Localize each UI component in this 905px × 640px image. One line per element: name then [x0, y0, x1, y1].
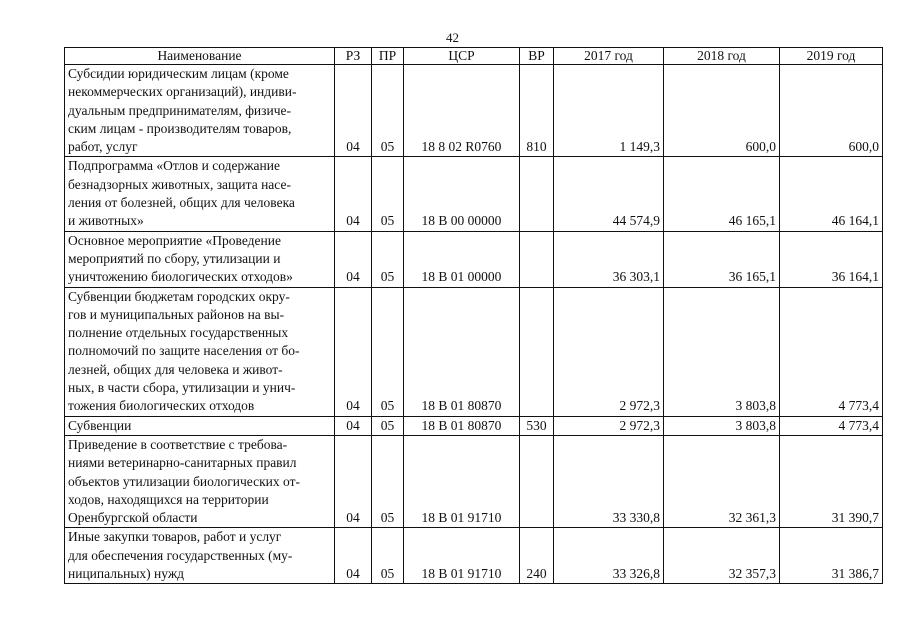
cell-name: [65, 231, 335, 287]
budget-table: [64, 47, 883, 584]
header-rz: РЗ: [335, 48, 372, 65]
name-line: Иные закупки товаров, работ и услуг: [68, 529, 282, 545]
name-line: объектов утилизации биологических от-: [68, 473, 300, 489]
header-row: [65, 48, 883, 65]
cell-pr: 05: [372, 65, 404, 157]
name-line: ским лицам - производителям товаров,: [68, 120, 292, 136]
name-line: ниципальных) нужд: [68, 566, 185, 582]
table-row: [65, 287, 883, 416]
cell-2019: 46 164,1: [780, 157, 883, 231]
header-vr: ВР: [520, 48, 554, 65]
table-row: [65, 157, 883, 231]
table-row: [65, 416, 883, 435]
cell-2017: 33 330,8: [554, 435, 664, 527]
name-line: Оренбургской области: [68, 510, 198, 526]
name-line: мероприятий по сбору, утилизации и: [68, 250, 281, 266]
cell-pr: 05: [372, 231, 404, 287]
name-line: для обеспечения государственных (му-: [68, 547, 293, 563]
cell-name: [65, 65, 335, 157]
header-pr: ПР: [372, 48, 404, 65]
cell-pr: 05: [372, 528, 404, 584]
cell-name: [65, 416, 335, 435]
cell-2018: 32 361,3: [664, 435, 780, 527]
name-line: Приведение в соответствие с требова-: [68, 436, 288, 452]
cell-rz: 04: [335, 435, 372, 527]
header-2017: 2017 год: [554, 48, 664, 65]
name-line: Подпрограмма «Отлов и содержание: [68, 158, 280, 174]
cell-2017: 33 326,8: [554, 528, 664, 584]
table-body: [65, 65, 883, 584]
cell-vr: 240: [520, 528, 554, 584]
name-line: ления от болезней, общих для человека: [68, 195, 295, 211]
cell-rz: 04: [335, 528, 372, 584]
name-line: ных, в части сбора, утилизации и унич-: [68, 380, 296, 396]
cell-2017: 36 303,1: [554, 231, 664, 287]
cell-vr: 810: [520, 65, 554, 157]
cell-name: [65, 287, 335, 416]
cell-csr: 18 В 01 91710: [404, 435, 520, 527]
cell-vr: [520, 435, 554, 527]
name-line: Основное мероприятие «Проведение: [68, 232, 281, 248]
cell-2019: 4 773,4: [780, 287, 883, 416]
cell-rz: 04: [335, 287, 372, 416]
name-line: дуальным предпринимателям, физиче-: [68, 102, 291, 118]
cell-2017: 1 149,3: [554, 65, 664, 157]
name-line: Субвенции: [68, 417, 132, 433]
cell-csr: 18 В 01 80870: [404, 287, 520, 416]
table-row: [65, 65, 883, 157]
cell-name: [65, 528, 335, 584]
table-row: [65, 528, 883, 584]
name-line: и животных»: [68, 213, 144, 229]
name-line: ходов, находящихся на территории: [68, 491, 269, 507]
cell-2018: 36 165,1: [664, 231, 780, 287]
cell-vr: [520, 231, 554, 287]
name-line: безнадзорных животных, защита насе-: [68, 176, 291, 192]
cell-rz: 04: [335, 65, 372, 157]
name-line: некоммерческих организаций), индиви-: [68, 84, 297, 100]
cell-rz: 04: [335, 157, 372, 231]
cell-2017: 44 574,9: [554, 157, 664, 231]
cell-pr: 05: [372, 435, 404, 527]
cell-name: [65, 157, 335, 231]
cell-2019: 31 386,7: [780, 528, 883, 584]
cell-2019: 36 164,1: [780, 231, 883, 287]
header-csr: ЦСР: [404, 48, 520, 65]
header-2018: 2018 год: [664, 48, 780, 65]
cell-csr: 18 В 01 80870: [404, 416, 520, 435]
cell-2018: 3 803,8: [664, 416, 780, 435]
name-line: работ, услуг: [68, 139, 138, 155]
cell-2018: 32 357,3: [664, 528, 780, 584]
name-line: Субсидии юридическим лицам (кроме: [68, 66, 289, 81]
table-row: [65, 435, 883, 527]
cell-vr: 530: [520, 416, 554, 435]
cell-2017: 2 972,3: [554, 287, 664, 416]
header-name: Наименование: [65, 48, 335, 65]
name-line: Субвенции бюджетам городских окру-: [68, 288, 290, 304]
name-line: гов и муниципальных районов на вы-: [68, 306, 285, 322]
cell-vr: [520, 157, 554, 231]
name-line: ниями ветеринарно-санитарных правил: [68, 455, 297, 471]
header-2019: 2019 год: [780, 48, 883, 65]
cell-rz: 04: [335, 416, 372, 435]
cell-vr: [520, 287, 554, 416]
cell-csr: 18 В 01 00000: [404, 231, 520, 287]
cell-csr: 18 В 01 91710: [404, 528, 520, 584]
name-line: уничтожению биологических отходов»: [68, 269, 293, 285]
cell-rz: 04: [335, 231, 372, 287]
cell-2018: 600,0: [664, 65, 780, 157]
name-line: полнение отдельных государственных: [68, 325, 289, 341]
cell-2017: 2 972,3: [554, 416, 664, 435]
cell-csr: 18 В 00 00000: [404, 157, 520, 231]
cell-2019: 600,0: [780, 65, 883, 157]
cell-2018: 3 803,8: [664, 287, 780, 416]
cell-2019: 4 773,4: [780, 416, 883, 435]
cell-2018: 46 165,1: [664, 157, 780, 231]
cell-pr: 05: [372, 287, 404, 416]
cell-pr: 05: [372, 157, 404, 231]
cell-pr: 05: [372, 416, 404, 435]
cell-name: [65, 435, 335, 527]
name-line: полномочий по защите населения от бо-: [68, 343, 300, 359]
name-line: лезней, общих для человека и живот-: [68, 361, 283, 377]
cell-csr: 18 8 02 R0760: [404, 65, 520, 157]
table-row: [65, 231, 883, 287]
name-line: тожения биологических отходов: [68, 398, 255, 414]
page-number: 42: [446, 30, 459, 45]
cell-2019: 31 390,7: [780, 435, 883, 527]
